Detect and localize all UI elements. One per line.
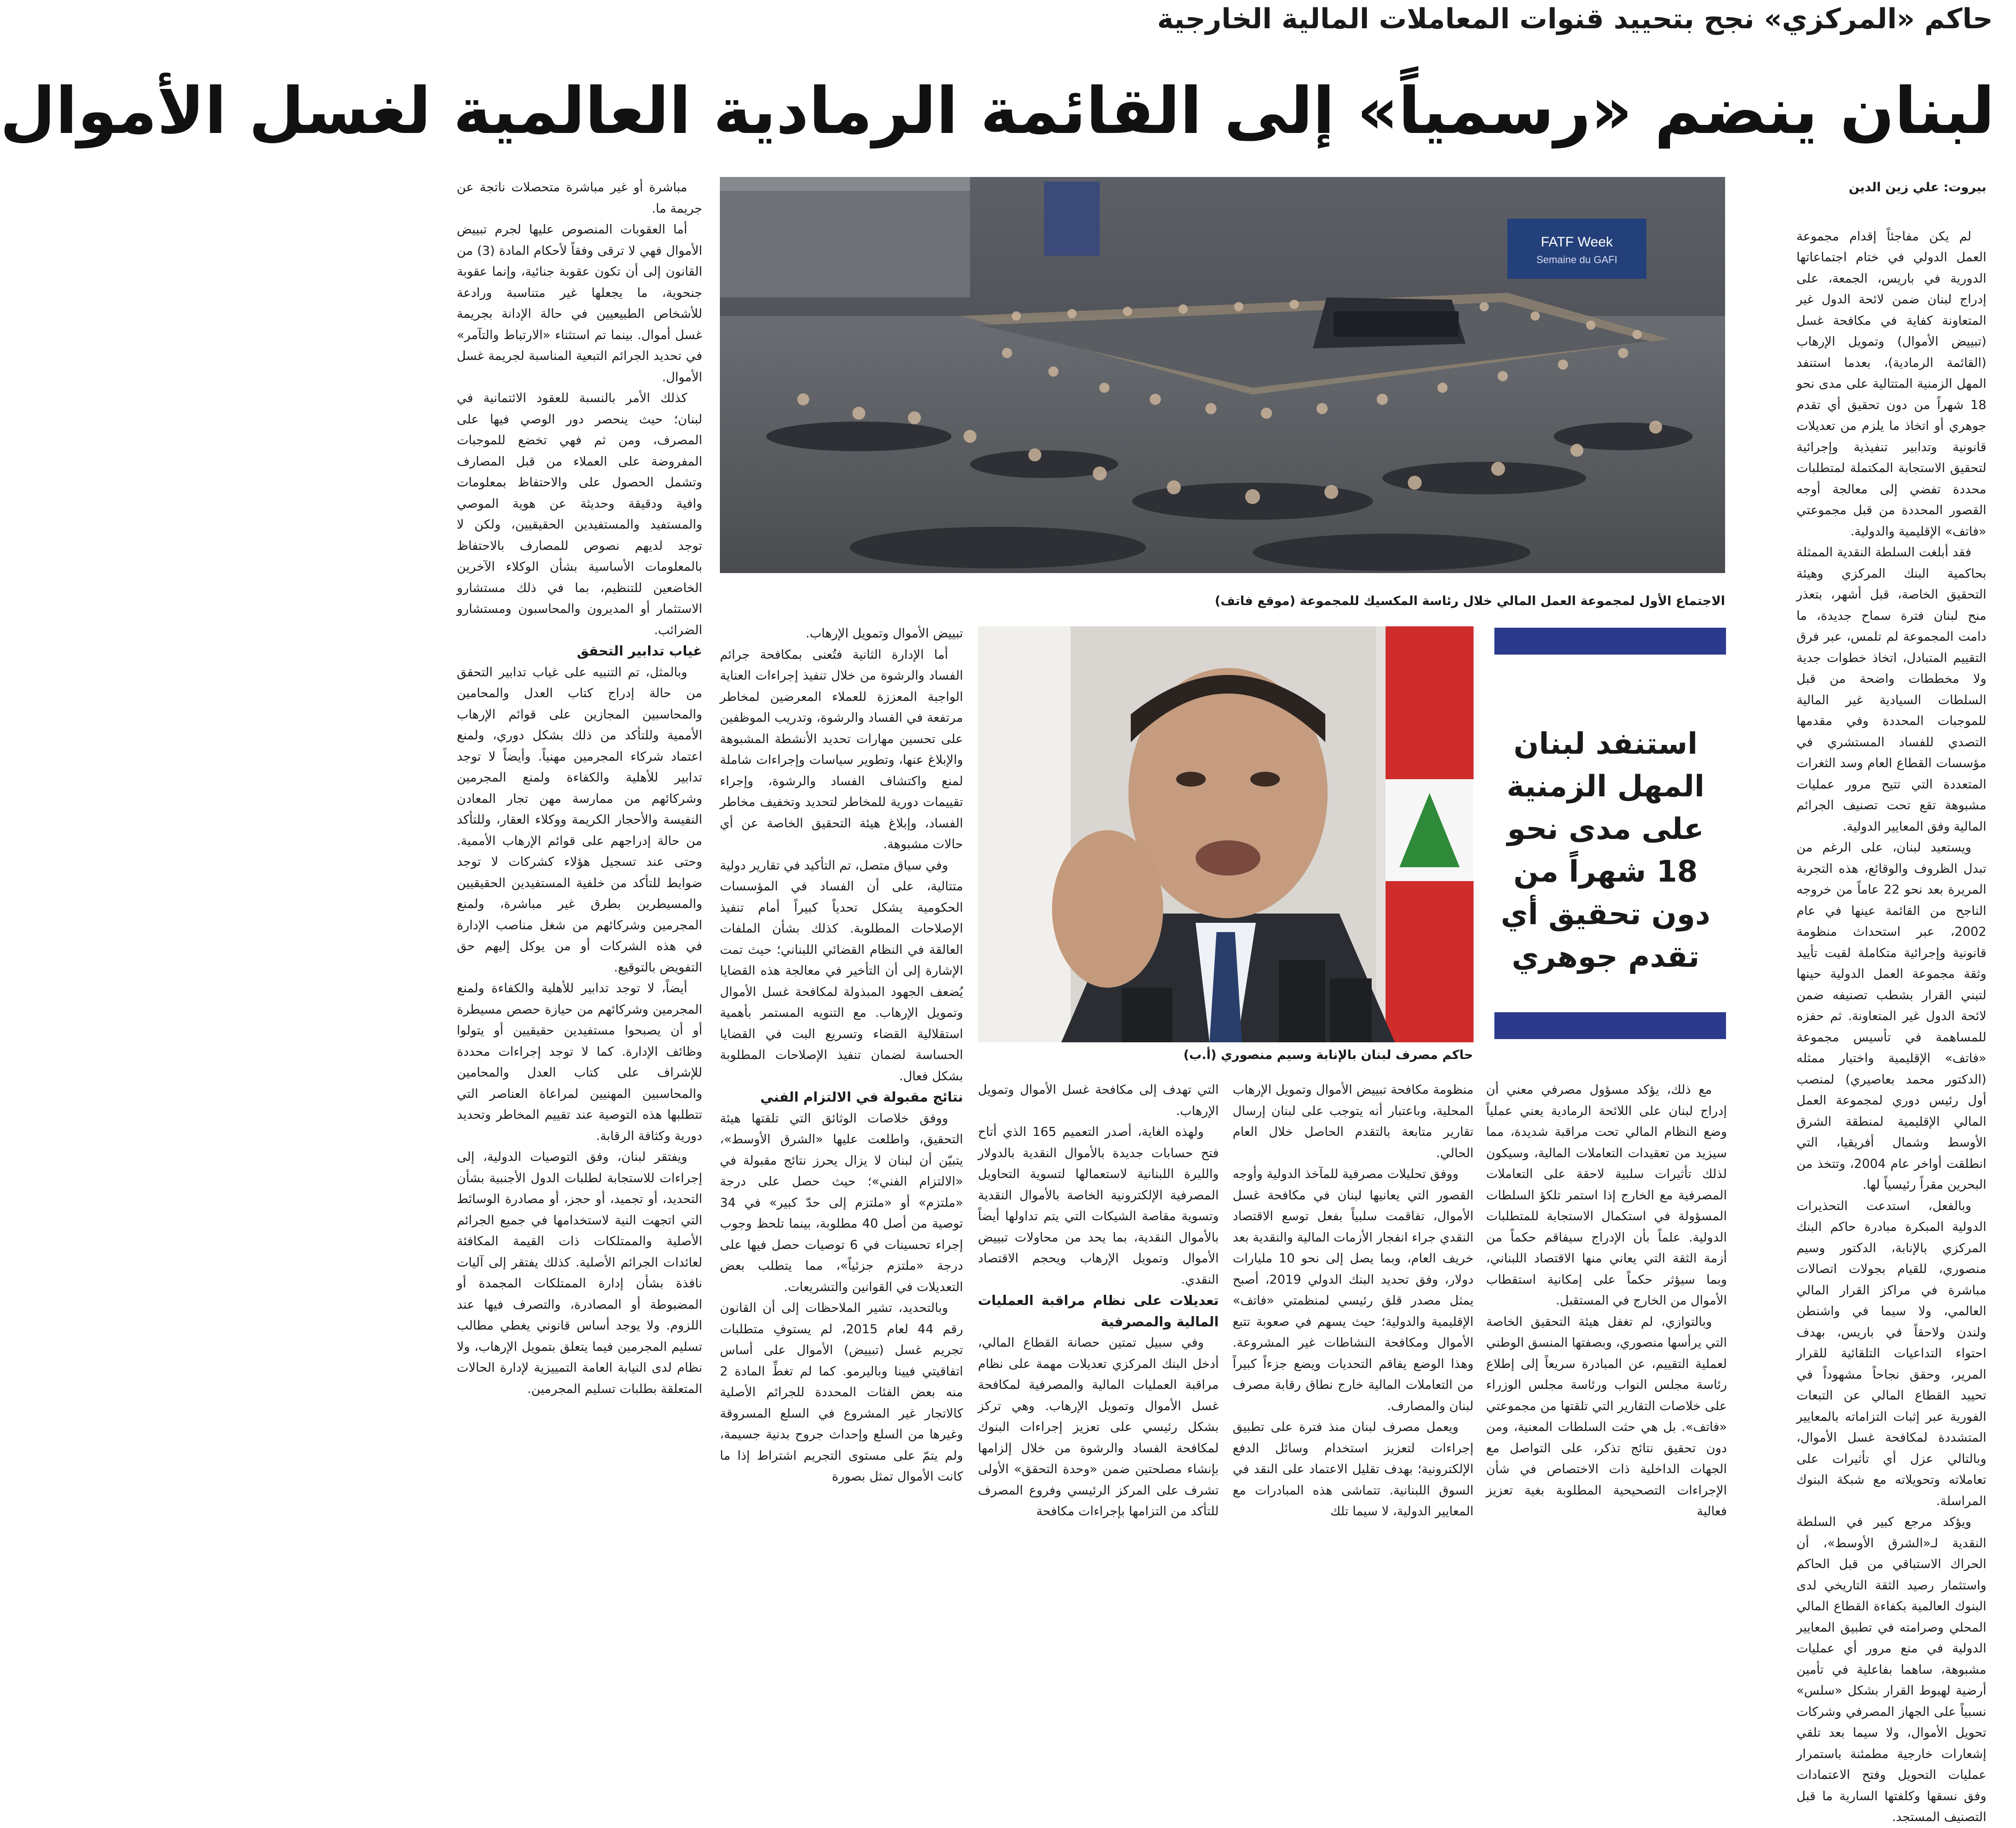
subheading: تعديلات على نظام مراقبة العمليات المالية والمصرفية bbox=[978, 1292, 1219, 1330]
column-1 bbox=[1796, 177, 1986, 1824]
paragraph: وفي سبيل تمتين حصانة القطاع المالي، أدخل البنك المركزي تعديلات مهمة على نظام مراقبة العمليات المالية والمصرفية لمكافحة غسل الأموال وتمويل الإرهاب. وهي تركز بشكل رئيسي على تعزيز إجراءات البنوك لمكافحة الفساد والرشوة من خلال إلزامها بإنشاء مصلحتين ضمن «وحدة التحقق» الأولى تشرف على المركز الرئيسي وفروع المصرف للتأكد من التزامها بإجراءات مكافحة bbox=[978, 1336, 1219, 1519]
column-2 bbox=[1486, 1079, 1727, 1563]
paragraph: أيضاً، لا توجد تدابير للأهلية والكفاءة ولمنع المجرمين وشركائهم من حيازة حصص مسيطرة أو أن يصبحوا مستفيدين حقيقيين أو يتولوا وظائف الإدارة. كما لا توجد إجراءات محددة للإشراف على كتاب العدل والمحامين والمحاسبين المهنيين لمراعاة العناصر التي تتطلبها هذه التوصية عند تقييم المخاطر وتحديد دورية وكثافة الرقابة. bbox=[457, 981, 702, 1143]
paragraph: تبييض الأموال وتمويل الإرهاب. bbox=[806, 626, 963, 641]
subheading: نتائج مقبولة في الالتزام الفني bbox=[760, 1089, 963, 1105]
paragraph: فقد أبلغت السلطة النقدية الممثلة بحاكمية البنك المركزي وهيئة التحقيق الخاصة، قبل أشهر، بتعذر منح لبنان فترة سماح جديدة، ما دامت المجموعة لم تلمس، عبر فرق التقييم المتبادل، اتخاذ خطوات جدية ولا مخططات واضحة من قبل السلطات السيادية غير المالية للموجبات المحددة وفي مقدمها التصدي للفساد المستشري في مؤسسات القطاع العام وسد الثغرات المتعددة التي تتيح مرور عمليات مشبوهة تقع تحت تصنيف الجرائم المالية وفق المعايير الدولية. bbox=[1796, 545, 1986, 834]
pullquote-bar-bottom bbox=[1494, 1012, 1726, 1039]
byline: بيروت: علي زين الدين bbox=[1848, 180, 1986, 195]
paragraph: ويؤكد مرجع كبير في السلطة النقدية لـ«الشرق الأوسط»، أن الحراك الاستباقي من قبل الحاكم واستثمار رصيد الثقة التاريخي لدى البنوك العالمية بكفاءة القطاع المالي المحلي وصرامته في تطبيق المعايير الدولية في منع مرور أي عمليات مشبوهة، ساهما بفاعلية في تأمين أرضية لهبوط القرار بشكل «سلس» نسبياً على الجهاز المصرفي وشركات تحويل الأموال، ولا سيما بعد تلقي إشعارات خارجية مطمئنة باستمرار عمليات التحويل وفتح الاعتمادات وفق نسقها وكلفتها السارية ما قبل التصنيف المستجد. bbox=[1796, 1515, 1986, 1824]
fatf-week-sign-fr: Semaine du GAFI bbox=[1536, 254, 1618, 265]
fatf-meeting-photo bbox=[720, 177, 1725, 573]
paragraph: ويعمل مصرف لبنان منذ فترة على تطبيق إجراءات لتعزيز استخدام وسائل الدفع الإلكترونية؛ بهدف تقليل الاعتماد على النقد في السوق اللبنانية. تتماشى هذه المبادرات مع المعايير الدولية، لا سيما تلك bbox=[1233, 1420, 1474, 1519]
paragraph: وبالتوازي، لم تغفل هيئة التحقيق الخاصة التي يرأسها منصوري، وبصفتها المنسق الوطني لعملية التقييم، عن المبادرة سريعاً إلى إطلاع رئاسة مجلس النواب ورئاسة مجلس الوزراء على خلاصات التقارير التي تلقتها من مجموعتي «فاتف». بل هي حثت السلطات المعنية، ومن دون تحقيق نتائج تذكر، على التواصل مع الجهات الداخلية ذات الاختصاص في شأن الإجراءات التصحيحية المطلوبة بغية تعزيز فعالية bbox=[1486, 1314, 1727, 1519]
column-3 bbox=[1233, 1079, 1474, 1563]
paragraph: كذلك الأمر بالنسبة للعقود الائتمانية في لبنان؛ حيث ينحصر دور الوصي فيها على المصرف، ومن ثم فهي تخضع للموجبات المفروضة على العملاء من قبل المصارف وتشمل الحصول على والاحتفاظ بمعلومات وافية ودقيقة وحديثة عن هوية الموصي والمستفيد والمستفيدين الحقيقيين، ولكن لا توجد لديهم نصوص للمصارف بالاحتفاظ بالمعلومات الأساسية بشأن الوكلاء الآخرين الخاضعين للتنظيم، بما في ذلك مستشارو الاستثمار أو المديرون والمحاسبون ومستشارو الضرائب. bbox=[457, 391, 702, 637]
paragraph: وبالمثل، تم التنبيه على غياب تدابير التحقق من حالة إدراج كتاب العدل والمحامين والمحاسبين المجازين على قوائم الإرهاب الأممية وللتأكد من ذلك بشكل دوري، ولمنع اعتماد شركاء المجرمين مهنياً. وأيضاً لا توجد تدابير للأهلية والكفاءة ولمنع المجرمين وشركائهم من ممارسة مهن تجار المعادن النفيسة والأحجار الكريمة ووكلاء العقار، وللتأكد من حالة إدراجهم على قوائم الإرهاب الأممية. وحتى عند تسجيل هؤلاء كشركات لا توجد ضوابط للتأكد من خلفية المستفيدين الحقيقيين والمسيطرين بطرق غير مباشرة، ولمنع المجرمين وشركائهم من شغل مناصب الإدارة في هذه الشركات أو من يوكل إليهم حق التفويض بالتوقيع. bbox=[457, 665, 702, 975]
paragraph: ولهذه الغاية، أصدر التعميم 165 الذي أتاح فتح حسابات جديدة بالأموال النقدية بالدولار والليرة اللبنانية لاستعمالها لتسوية التحاويل المصرفية الإلكترونية الخاصة بالأموال النقدية وتسوية مقاصة الشيكات التي يتم تداولها أيضاً بالأموال النقدية، بما يحد من محاولات تبييض الأموال وتمويل الإرهاب ويحجم الاقتصاد النقدي. bbox=[978, 1125, 1219, 1287]
paragraph: ويفتقر لبنان، وفق التوصيات الدولية، إلى إجراءات للاستجابة لطلبات الدول الأجنبية بشأن التحديد، أو تجميد، أو حجز، أو مصادرة الوسائط التي اتجهت النية لاستخدامها في جميع الجرائم الأصلية والممتلكات ذات القيمة المكافئة لعائدات الجرائم الأصلية. كذلك يفتقر إلى آليات نافذة بشأن إدارة الممتلكات المجمدة أو المضبوطة أو المصادرة، والتصرف فيها عند اللزوم. ولا يوجد أساس قانوني يغطي مطالب تسليم المجرمين فيما يتعلق بتمويل الإرهاب، ولا نظام لدى النيابة العامة التمييزية لإدارة الحالات المتعلقة بطلبات تسليم المجرمين. bbox=[457, 1150, 702, 1396]
paragraph: أما الإدارة الثانية فتُعنى بمكافحة جرائم الفساد والرشوة من خلال تنفيذ إجراءات العناية الواجبة المعززة للعملاء المعرضين لمخاطر مرتفعة في الفساد والرشوة، وتدريب الموظفين على تحسين مهارات تحديد الأنشطة المشبوهة والإبلاغ عنها، وتطوير سياسات وإجراءات شاملة لمنع واكتشاف الفساد والرشوة، وإجراء تقييمات دورية للمخاطر لتحديد وتخفيف مخاطر الفساد، وإبلاغ هيئة التحقيق الخاصة عن أي حالات مشبوهة. bbox=[720, 647, 963, 851]
pullquote: استنفد لبنان المهل الزمنية على مدى نحو 18 شهراً من دون تحقيق أي تقدم جوهري bbox=[1500, 727, 1711, 974]
photo-caption-1: الاجتماع الأول لمجموعة العمل المالي خلال رئاسة المكسيك للمجموعة (موقع فاتف) bbox=[1215, 594, 1725, 608]
paragraph: التي تهدف إلى مكافحة غسل الأموال وتمويل الإرهاب. bbox=[978, 1083, 1219, 1118]
paragraph: ووفق تحليلات مصرفية للمآخذ الدولية وأوجه القصور التي يعانيها لبنان في مكافحة غسل الأموال، تفاقمت سلبياً بفعل توسع الاقتصاد النقدي جراء انفجار الأزمات المالية والنقدية بعد خريف العام، وبما يصل إلى نحو 10 مليارات دولار، وفق تحديد البنك الدولي 2019، أصبح يمثل مصدر قلق رئيسي لمنظمتي «فاتف» الإقليمية والدولية؛ حيث يسهم في صعوبة تتبع الأموال ومكافحة النشاطات غير المشروعة. وهذا الوضع يفاقم التحديات ويضع جزءاً كبيراً من التعاملات المالية خارج نطاق رقابة مصرف لبنان والمصارف. bbox=[1233, 1167, 1474, 1413]
subheading: غياب تدابير التحقق bbox=[577, 643, 702, 659]
paragraph: مع ذلك، يؤكد مسؤول مصرفي معني أن إدراج لبنان على اللائحة الرمادية يعني عملياً وضع النظام المالي تحت مراقبة شديدة، مما سيزيد من تعقيدات التعاملات المالية، وسيكون لذلك تأثيرات سلبية لاحقة على التعاملات المصرفية مع الخارج إذا استمر تلكؤ السلطات المسؤولة في استكمال الاستجابة للمتطلبات الدولية. علماً بأن الإدراج سيفاقم حكماً من أزمة الثقة التي يعاني منها الاقتصاد اللبناني، وبما سيؤثر حكماً على إمكانية استقطاب الأموال من الخارج في المستقبل. bbox=[1486, 1083, 1727, 1308]
fatf-week-sign: FATF Week bbox=[1541, 234, 1613, 250]
column-6 bbox=[457, 177, 702, 1562]
paragraph: مباشرة أو غير مباشرة متحصلات ناتجة عن جريمة ما. bbox=[457, 180, 702, 216]
pullquote-bar-top bbox=[1494, 628, 1726, 655]
paragraph: ووفق خلاصات الوثائق التي تلقتها هيئة التحقيق، واطلعت عليها «الشرق الأوسط»، يتبيّن أن لبنان لا يزال يحرز نتائج مقبولة في «الالتزام الفني»؛ حيث حصل على درجة «ملتزم» أو «ملتزم إلى حدّ كبير» في 34 توصية من أصل 40 مطلوبة، بينما تلحظ وجوب إجراء تحسينات في 6 توصيات حصل فيها على درجة «ملتزم جزئياً»، مما يتطلب بعض التعديلات في القوانين والتشريعات. bbox=[720, 1111, 963, 1294]
portrait-photo bbox=[978, 626, 1474, 1042]
paragraph: منظومة مكافحة تبييض الأموال وتمويل الإرهاب المحلية، وباعتبار أنه يتوجب على لبنان إرسال تقارير متابعة بالتقدم الحاصل خلال العام الحالي. bbox=[1233, 1083, 1474, 1160]
kicker: حاكم «المركزي» نجح بتحييد قنوات المعاملات المالية الخارجية bbox=[1157, 3, 1993, 35]
paragraph: وفي سياق متصل، تم التأكيد في تقارير دولية متتالية، على أن الفساد في المؤسسات الحكومية يشكل تحدياً كبيراً أمام تنفيذ الإصلاحات المطلوبة. كذلك بشأن الملفات العالقة في النظام القضائي اللبناني؛ حيث تمت الإشارة إلى أن التأخير في معالجة هذه القضايا يُضعف الجهود المبذولة لمكافحة غسل الأموال وتمويل الإرهاب. مع التنويه المستمر بأهمية استقلالية القضاء وتسريع البت في القضايا الحساسة لضمان تنفيذ الإصلاحات المطلوبة بشكل فعال. bbox=[720, 858, 963, 1084]
paragraph: أما العقوبات المنصوص عليها لجرم تبييض الأموال فهي لا ترقى وفقاً لأحكام المادة (3) من القانون إلى أن تكون عقوبة جنائية، وإنما عقوبة جنحوية، ما يجعلها غير متناسبة ورادعة للأشخاص الطبيعيين في حالة الإدانة بجريمة غسل أموال. بينما تم استثناء «الارتباط والتآمر» في تحديد الجرائم التبعية المناسبة لجريمة غسل الأموال. bbox=[457, 222, 702, 385]
paragraph: ويستعيد لبنان، على الرغم من تبدل الظروف والوقائع، هذه التجربة المريرة بعد نحو 22 عاماً من خروجه الناجح من القائمة عينها في عام 2002، عبر استحداث منظومة قانونية وإجرائية متكاملة لقيت تأييد وثقة مجموعة العمل الدولية حينها لتبني القرار بشطب تصنيفه ضمن لائحة الدول غير المتعاونة. ثم حفزه للمساهمة في تأسيس مجموعة «فاتف» الإقليمية واختيار ممثله (الدكتور محمد بعاصيري) لمنصب أول رئيس دوري لمجموعة العمل المالي الإقليمية لمنطقة الشرق الأوسط وشمال أفريقيا، التي انطلقت أواخر عام 2004، وتتخذ من البحرين مقراً رئيسياً لها. bbox=[1796, 840, 1986, 1192]
column-4 bbox=[978, 1079, 1219, 1563]
paragraph: وبالتحديد، تشير الملاحظات إلى أن القانون رقم 44 لعام 2015، لم يستوفِ متطلبات تجريم غسل (تبييض) الأموال على أساس اتفاقيتي فيينا وباليرمو. كما لم تغطِّ المادة 2 منه بعض الفئات المحددة للجرائم الأصلية كالاتجار غير المشروع في السلع المسروقة وغيرها من السلع وإحداث جروح بدنية جسيمة، ولم يتمّ على مستوى التجريم اشتراط إذا ما كانت الأموال تمثل بصورة bbox=[720, 1301, 963, 1484]
paragraph: وبالفعل، استدعت التحذيرات الدولية المبكرة مبادرة حاكم البنك المركزي بالإنابة، الدكتور وسيم منصوري، للقيام بجولات اتصالات مباشرة في مراكز القرار المالي العالمي، ولا سيما في واشنطن ولندن ولاحقاً في باريس، بهدف احتواء التداعيات التلقائية للقرار المرير، وحقق نجاحاً مشهوداً في تحييد القطاع المالي عن التبعات الفورية عبر إثبات التزاماته بالمعايير المتشددة لمكافحة غسل الأموال، وبالتالي عزل أي تأثيرات على تعاملاته وتحويلاته مع شبكة البنوك المراسلة. bbox=[1796, 1198, 1986, 1508]
paragraph: لم يكن مفاجئاً إقدام مجموعة العمل الدولي في ختام اجتماعاتها الدورية في باريس، الجمعة، على إدراج لبنان ضمن لائحة الدول غير المتعاونة كفاية في مكافحة غسل (تبييض الأموال) وتمويل الإرهاب (القائمة الرمادية)، بعدما استنفد المهل الزمنية المتتالية على مدى نحو 18 شهراً من دون تحقيق أي تقدم جوهري أو اتخاذ ما يلزم من تعديلات قانونية وتدابير تنفيذية وإجرائية لتحقيق الاستجابة المكتملة لمتطلبات محددة تفضي إلى معالجة أوجه القصور المحددة من قبل مجموعتي «فاتف» الإقليمية والدولية. bbox=[1796, 229, 1986, 539]
headline: لبنان ينضم «رسمياً» إلى القائمة الرمادية العالمية لغسل الأموال bbox=[0, 74, 1995, 148]
photo-caption-2: حاكم مصرف لبنان بالإنابة وسيم منصوري (أ.ب) bbox=[1183, 1048, 1473, 1062]
column-5 bbox=[720, 623, 963, 1563]
